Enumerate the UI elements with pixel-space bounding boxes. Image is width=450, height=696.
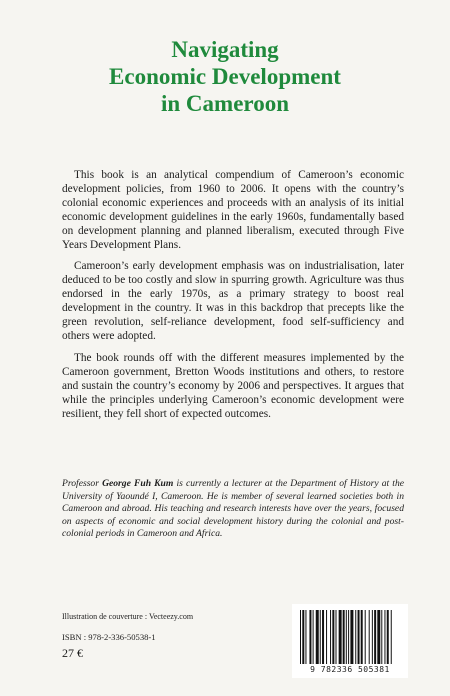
barcode-bar — [346, 610, 347, 664]
barcode-bar — [348, 610, 349, 664]
author-name: George Fuh Kum — [102, 478, 174, 489]
title-line-2: Economic Development — [109, 64, 341, 89]
barcode-digits: 9 782336 505381 — [310, 665, 390, 674]
barcode-bar — [372, 610, 373, 664]
barcode-bar — [322, 610, 324, 664]
barcode-bar — [374, 610, 376, 664]
cover-credit: Illustration de couverture : Vecteezy.com — [62, 612, 194, 621]
barcode-bar — [326, 610, 327, 664]
barcode-bar — [316, 610, 319, 664]
barcode-bar — [350, 610, 353, 664]
book-title — [0, 36, 450, 117]
author-bio — [62, 478, 404, 541]
barcode-bar — [361, 610, 363, 664]
barcode-bar — [377, 610, 380, 664]
isbn: ISBN : 978-2-336-50538-1 — [62, 632, 156, 642]
barcode-bar — [330, 610, 331, 664]
barcode-bar — [343, 610, 345, 664]
barcode-bar — [369, 610, 370, 664]
barcode-bar — [332, 610, 334, 664]
blurb-paragraph-2: Cameroon’s early development emphasis was on industrialisation, later deduced to be too costly and slow in spurring growth. Agriculture was thus endorsed in the early 1970s, as a primary strategy to boost real development in the country. It was in this backdrop that precepts like the green revolution, self-reliance development, food self-sufficiency and others were adopted. — [62, 260, 404, 342]
barcode-bar — [358, 610, 360, 664]
barcode — [292, 604, 408, 678]
price: 27 € — [62, 646, 83, 660]
barcode-bar — [384, 610, 385, 664]
barcode-bar — [365, 610, 366, 664]
barcode-bar — [305, 610, 306, 664]
barcode-bars — [292, 604, 408, 666]
barcode-bar — [302, 610, 304, 664]
author-prefix: Professor — [62, 478, 103, 489]
barcode-bar — [387, 610, 389, 664]
title-line-1: Navigating — [171, 37, 279, 62]
blurb-paragraph-1: This book is an analytical compendium of Cameroon’s economic development policies, from 1960 to 2006. It opens with the country’s colonial economic experiences and proceeds with an analysis of its initial economic development guidelines in the early 1960s, fundamentally based on development planning and planned liberalism, executed through Five Years Development Plans. — [62, 169, 404, 251]
barcode-bar — [391, 610, 392, 664]
barcode-bar — [336, 610, 337, 664]
blurb — [62, 169, 404, 429]
barcode-bar — [320, 610, 321, 664]
barcode-bar — [381, 610, 382, 664]
barcode-bar — [300, 610, 301, 664]
barcode-bar — [313, 610, 314, 664]
barcode-bar — [339, 610, 342, 664]
barcode-bar — [355, 610, 356, 664]
title-line-3: in Cameroon — [161, 91, 289, 116]
author-bio-text: is currently a lecturer at the Department of History at the University of Yaoundé I, Cameroon. He is member of several learned societies both in Cameroon and abroad. His teaching and research interests have over the years, focused on aspects of economic and social development history during the colonial and post-colonial periods in Cameroon and Africa. — [62, 478, 405, 540]
barcode-bar — [309, 610, 311, 664]
blurb-paragraph-3: The book rounds off with the different measures implemented by the Cameroon government, Bretton Woods institutions and others, to restore and sustain the country’s economy by 2006 and perspectives. It argues that while the principles underlying Cameroon’s economic development were resilient, they fell short of expected outcomes. — [62, 351, 404, 420]
